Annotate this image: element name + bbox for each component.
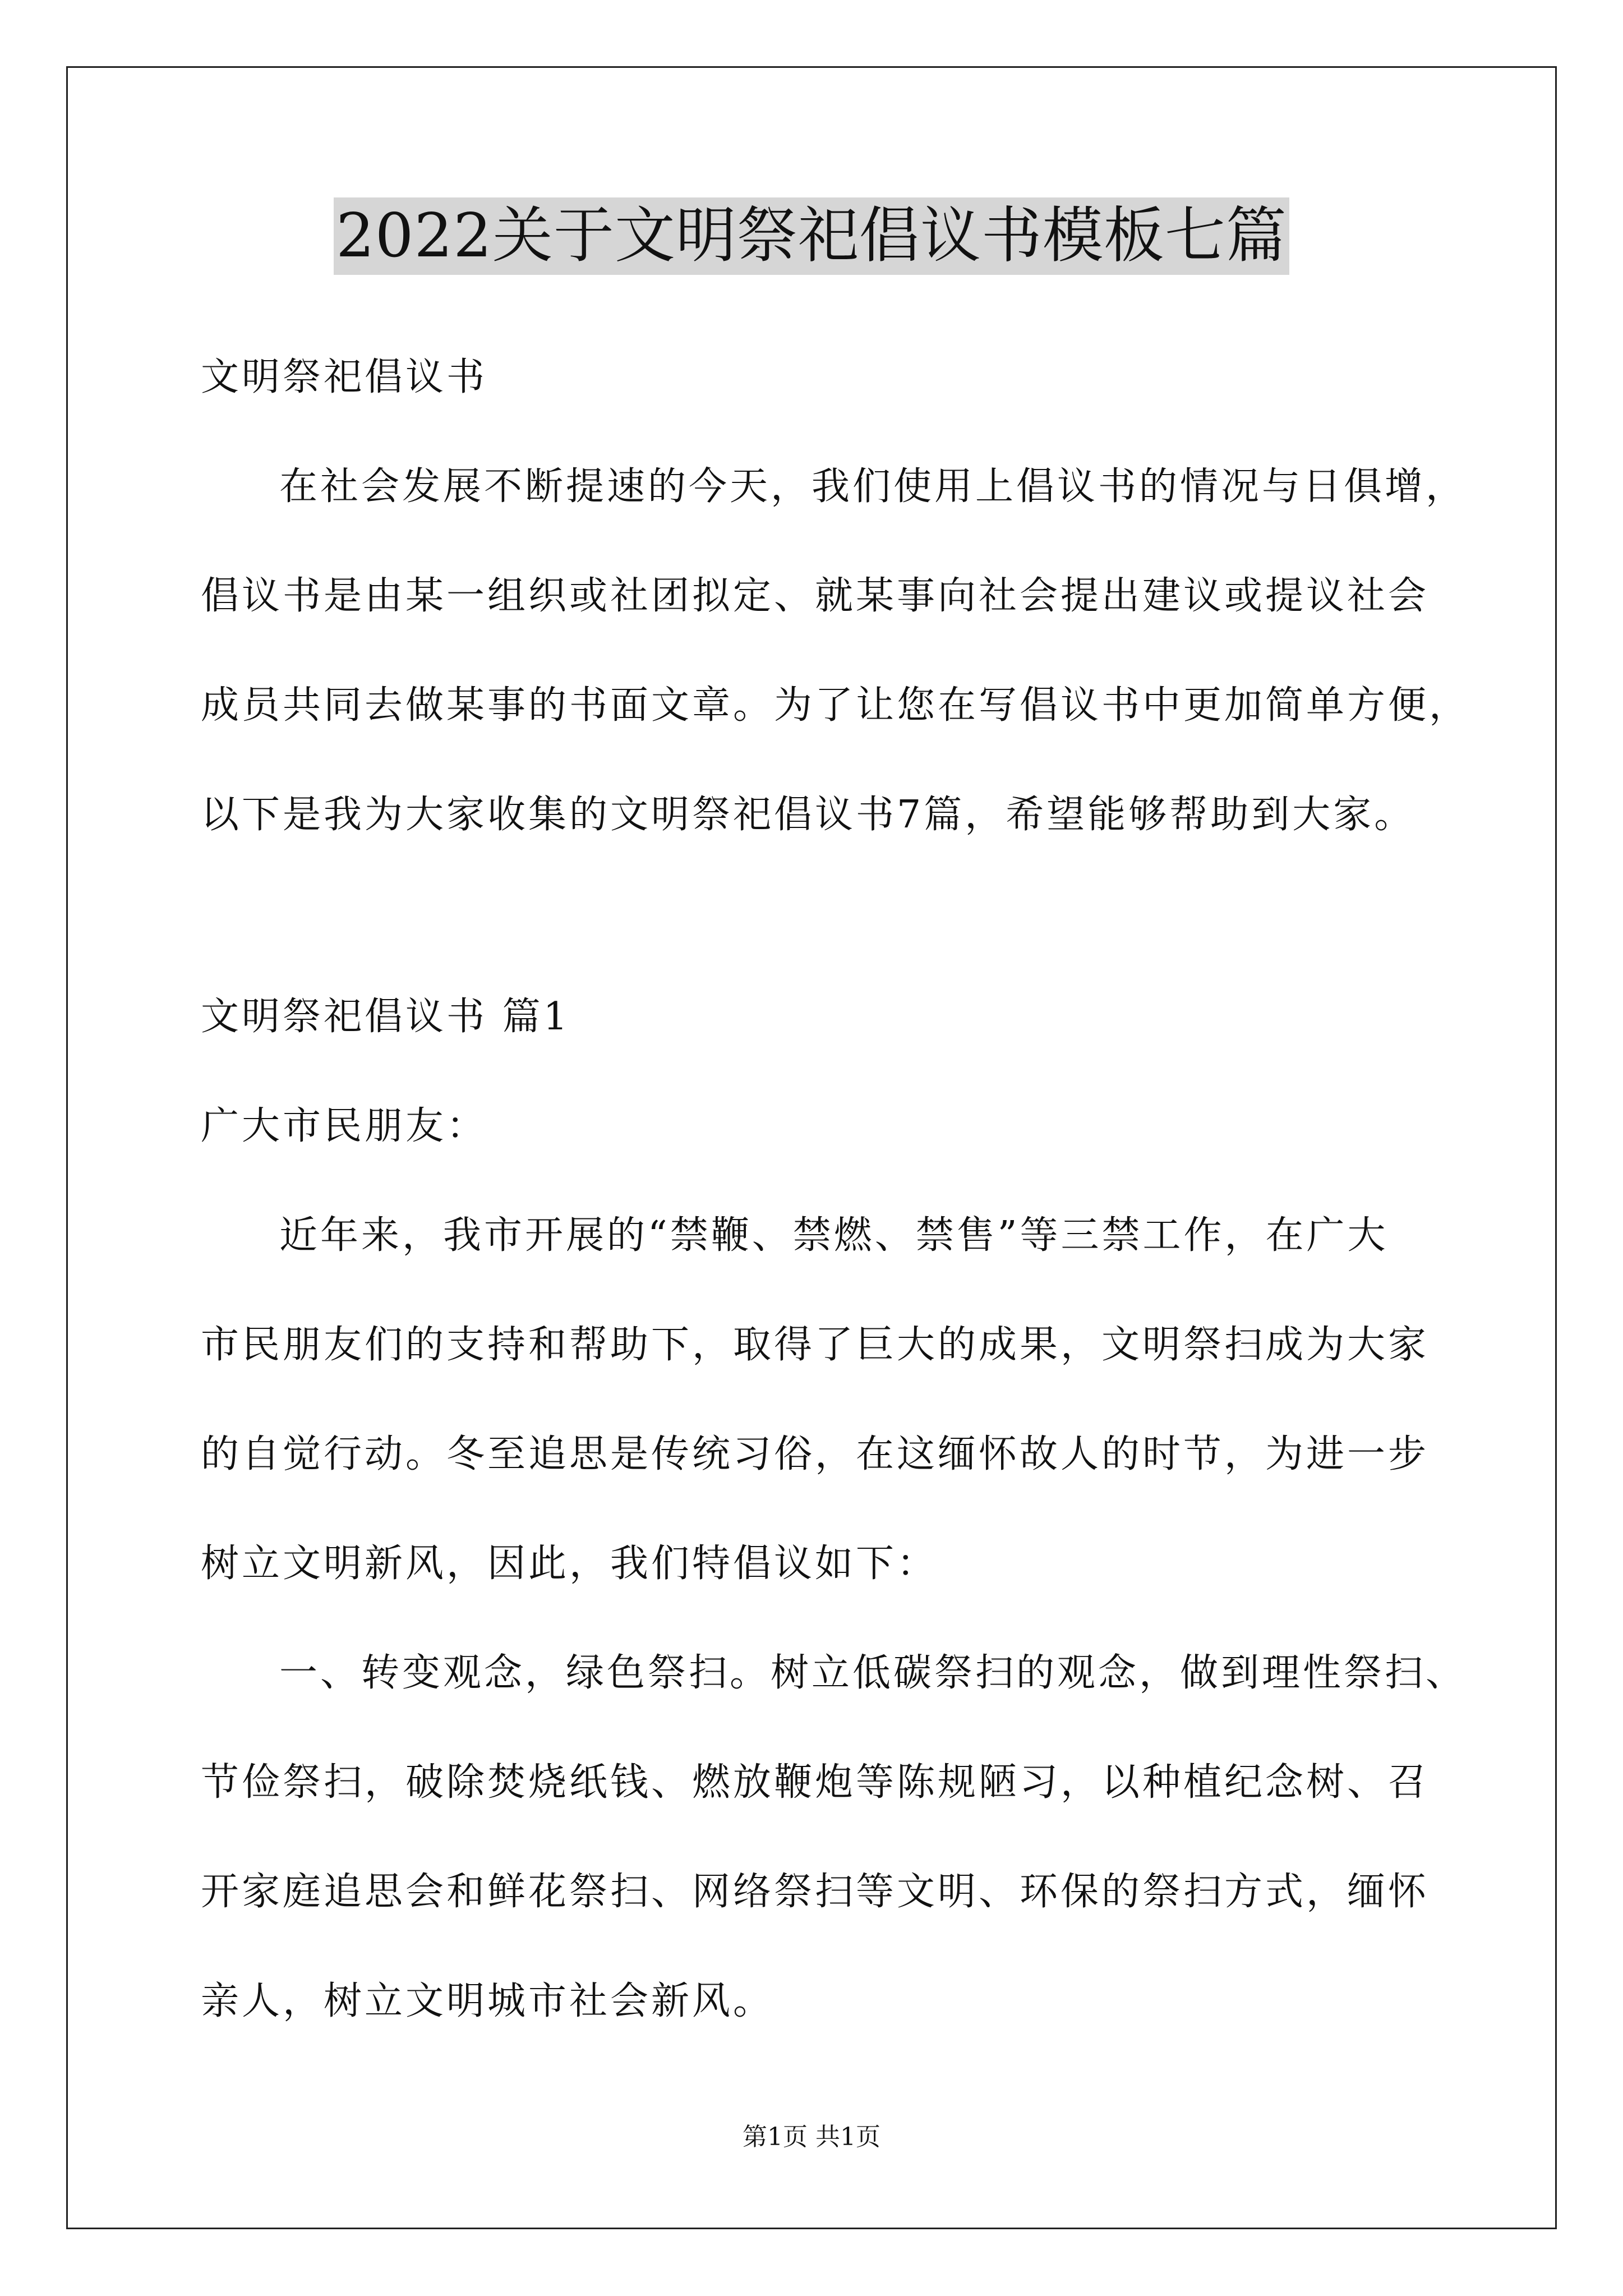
section-heading: 文明祭祀倡议书 篇1 xyxy=(201,995,570,1039)
paragraph-line: 市民朋友们的支持和帮助下，取得了巨大的成果，文明祭扫成为大家 xyxy=(201,1323,1430,1367)
paragraph-line: 开家庭追思会和鲜花祭扫、网络祭扫等文明、环保的祭扫方式，缅怀 xyxy=(201,1870,1430,1914)
paragraph-line: 节俭祭扫，破除焚烧纸钱、燃放鞭炮等陈规陋习，以种植纪念树、召 xyxy=(201,1760,1430,1805)
paragraph-line: 在社会发展不断提速的今天，我们使用上倡议书的情况与日俱增， xyxy=(279,464,1467,509)
document-title: 2022关于文明祭祀倡议书模板七篇 xyxy=(334,197,1289,275)
paragraph-line: 成员共同去做某事的书面文章。为了让您在写倡议书中更加简单方便， xyxy=(201,683,1470,728)
paragraph-line: 一、转变观念，绿色祭扫。树立低碳祭扫的观念，做到理性祭扫、 xyxy=(279,1651,1467,1695)
section-heading: 文明祭祀倡议书 xyxy=(201,355,488,399)
title-container xyxy=(0,197,1623,275)
paragraph-line: 亲人，树立文明城市社会新风。 xyxy=(201,1979,774,2023)
paragraph-line: 的自觉行动。冬至追思是传统习俗，在这缅怀故人的时节，为进一步 xyxy=(201,1432,1430,1476)
paragraph-line: 以下是我为大家收集的文明祭祀倡议书7篇，希望能够帮助到大家。 xyxy=(201,793,1415,837)
page-footer: 第1页 共1页 xyxy=(743,2123,880,2151)
paragraph-line: 树立文明新风，因此，我们特倡议如下： xyxy=(201,1542,938,1586)
paragraph-line: 倡议书是由某一组织或社团拟定、就某事向社会提出建议或提议社会 xyxy=(201,574,1430,618)
paragraph-line: 近年来，我市开展的“禁鞭、禁燃、禁售”等三禁工作，在广大 xyxy=(279,1213,1389,1258)
salutation: 广大市民朋友： xyxy=(201,1104,488,1148)
